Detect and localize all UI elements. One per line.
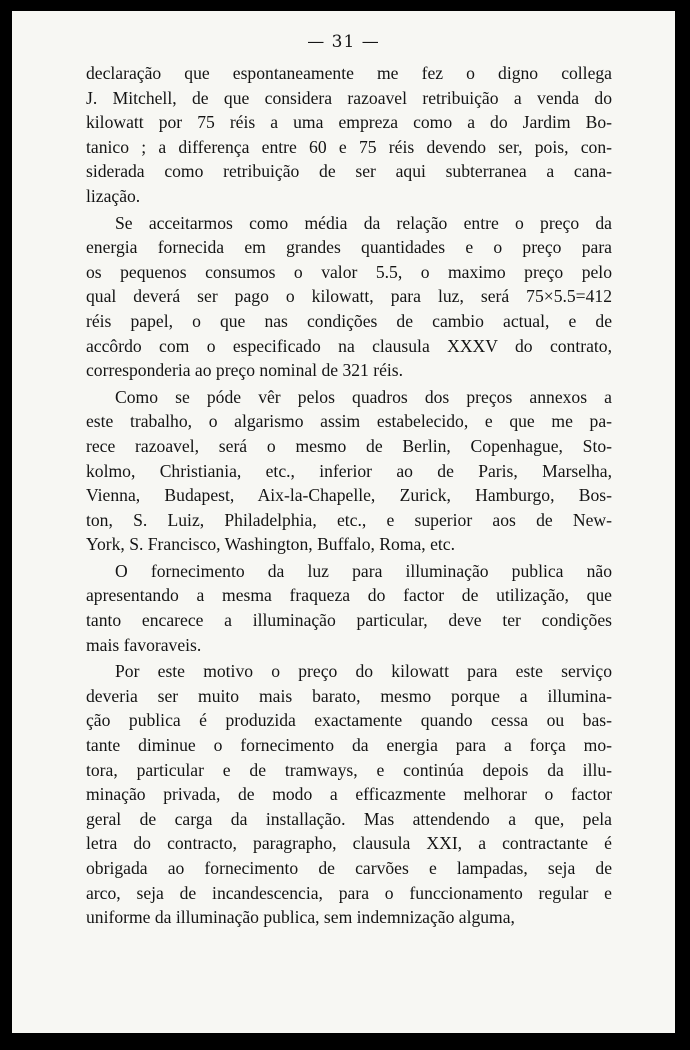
text-line: kolmo, Christiania, etc., inferior ao de Paris, Marselha, [86, 460, 612, 481]
text-line: letra do contracto, paragrapho, clausula XXI, a contractante é [86, 833, 612, 854]
text-line: rece razoavel, será o mesmo de Berlin, Copenhague, Sto- [86, 435, 612, 456]
text-line: siderada como retribuição de ser aqui subterranea a cana- [86, 161, 612, 182]
paragraph-4 [86, 559, 612, 657]
text-line: York, S. Francisco, Washington, Buffalo, Roma, etc. [86, 534, 456, 555]
text-line: Por este motivo o preço do kilowatt para este serviço [115, 661, 612, 682]
text-line: apresentando a mesma fraqueza do factor de utilização, que [86, 585, 612, 606]
text-line: minação privada, de modo a efficazmente melhorar o factor [86, 784, 612, 805]
text-line: ção publica é produzida exactamente quando cessa ou bas- [86, 710, 612, 731]
text-line: tora, particular e de tramways, e continúa depois da illu- [86, 759, 612, 780]
paragraph-2 [86, 211, 612, 383]
text-line: tante diminue o fornecimento da energia para a força mo- [86, 735, 612, 756]
text-line: kilowatt por 75 réis a uma empreza como a do Jardim Bo- [86, 112, 612, 133]
text-line: Se acceitarmos como média da relação entre o preço da [115, 212, 612, 233]
text-line: declaração que espontaneamente me fez o digno collega [86, 63, 612, 83]
text-line: accôrdo com o especificado na clausula XXXV do contrato, [86, 335, 612, 356]
text-line: geral de carga da installação. Mas attendendo a que, pela [86, 808, 612, 829]
paragraph-3 [86, 385, 612, 557]
text-line: ton, S. Luiz, Philadelphia, etc., e superior aos de New- [86, 509, 612, 530]
text-line: tanico ; a differença entre 60 e 75 réis devendo ser, pois, con- [86, 136, 612, 157]
text-line: Vienna, Budapest, Aix-la-Chapelle, Zurick, Hamburgo, Bos- [86, 485, 612, 506]
text-body [86, 61, 612, 930]
text-line: os pequenos consumos o valor 5.5, o maximo preço pelo [86, 261, 612, 282]
paragraph-1 [86, 61, 612, 209]
text-line: este trabalho, o algarismo assim estabelecido, e que me pa- [86, 411, 612, 432]
text-line: qual deverá ser pago o kilowatt, para luz, será 75×5.5=412 [86, 286, 612, 307]
text-line: energia fornecida em grandes quantidades e o preço para [86, 237, 612, 258]
text-line: Como se póde vêr pelos quadros dos preços annexos a [115, 386, 612, 407]
text-line: J. Mitchell, de que considera razoavel retribuição a venda do [86, 87, 612, 108]
text-line: corresponderia ao preço nominal de 321 réis. [86, 360, 404, 381]
page-number: — 31 — [307, 32, 380, 52]
text-line: obrigada ao fornecimento de carvões e lampadas, seja de [86, 858, 612, 878]
text-line: mais favoraveis. [86, 634, 202, 655]
text-line: deveria ser muito mais barato, mesmo porque a illumina- [86, 685, 612, 706]
text-line: O fornecimento da luz para illuminação publica não [115, 560, 612, 581]
text-line: lização. [86, 185, 141, 206]
text-line: uniforme da illuminação publica, sem indemnização alguma, [86, 907, 515, 928]
paragraph-5 [86, 659, 612, 930]
text-line: tanto encarece a illuminação particular, deve ter condições [86, 610, 612, 631]
text-line: réis papel, o que nas condições de cambio actual, e de [86, 310, 612, 331]
book-page [12, 11, 675, 1033]
text-line: arco, seja de incandescencia, para o funccionamento regular e [86, 882, 612, 903]
